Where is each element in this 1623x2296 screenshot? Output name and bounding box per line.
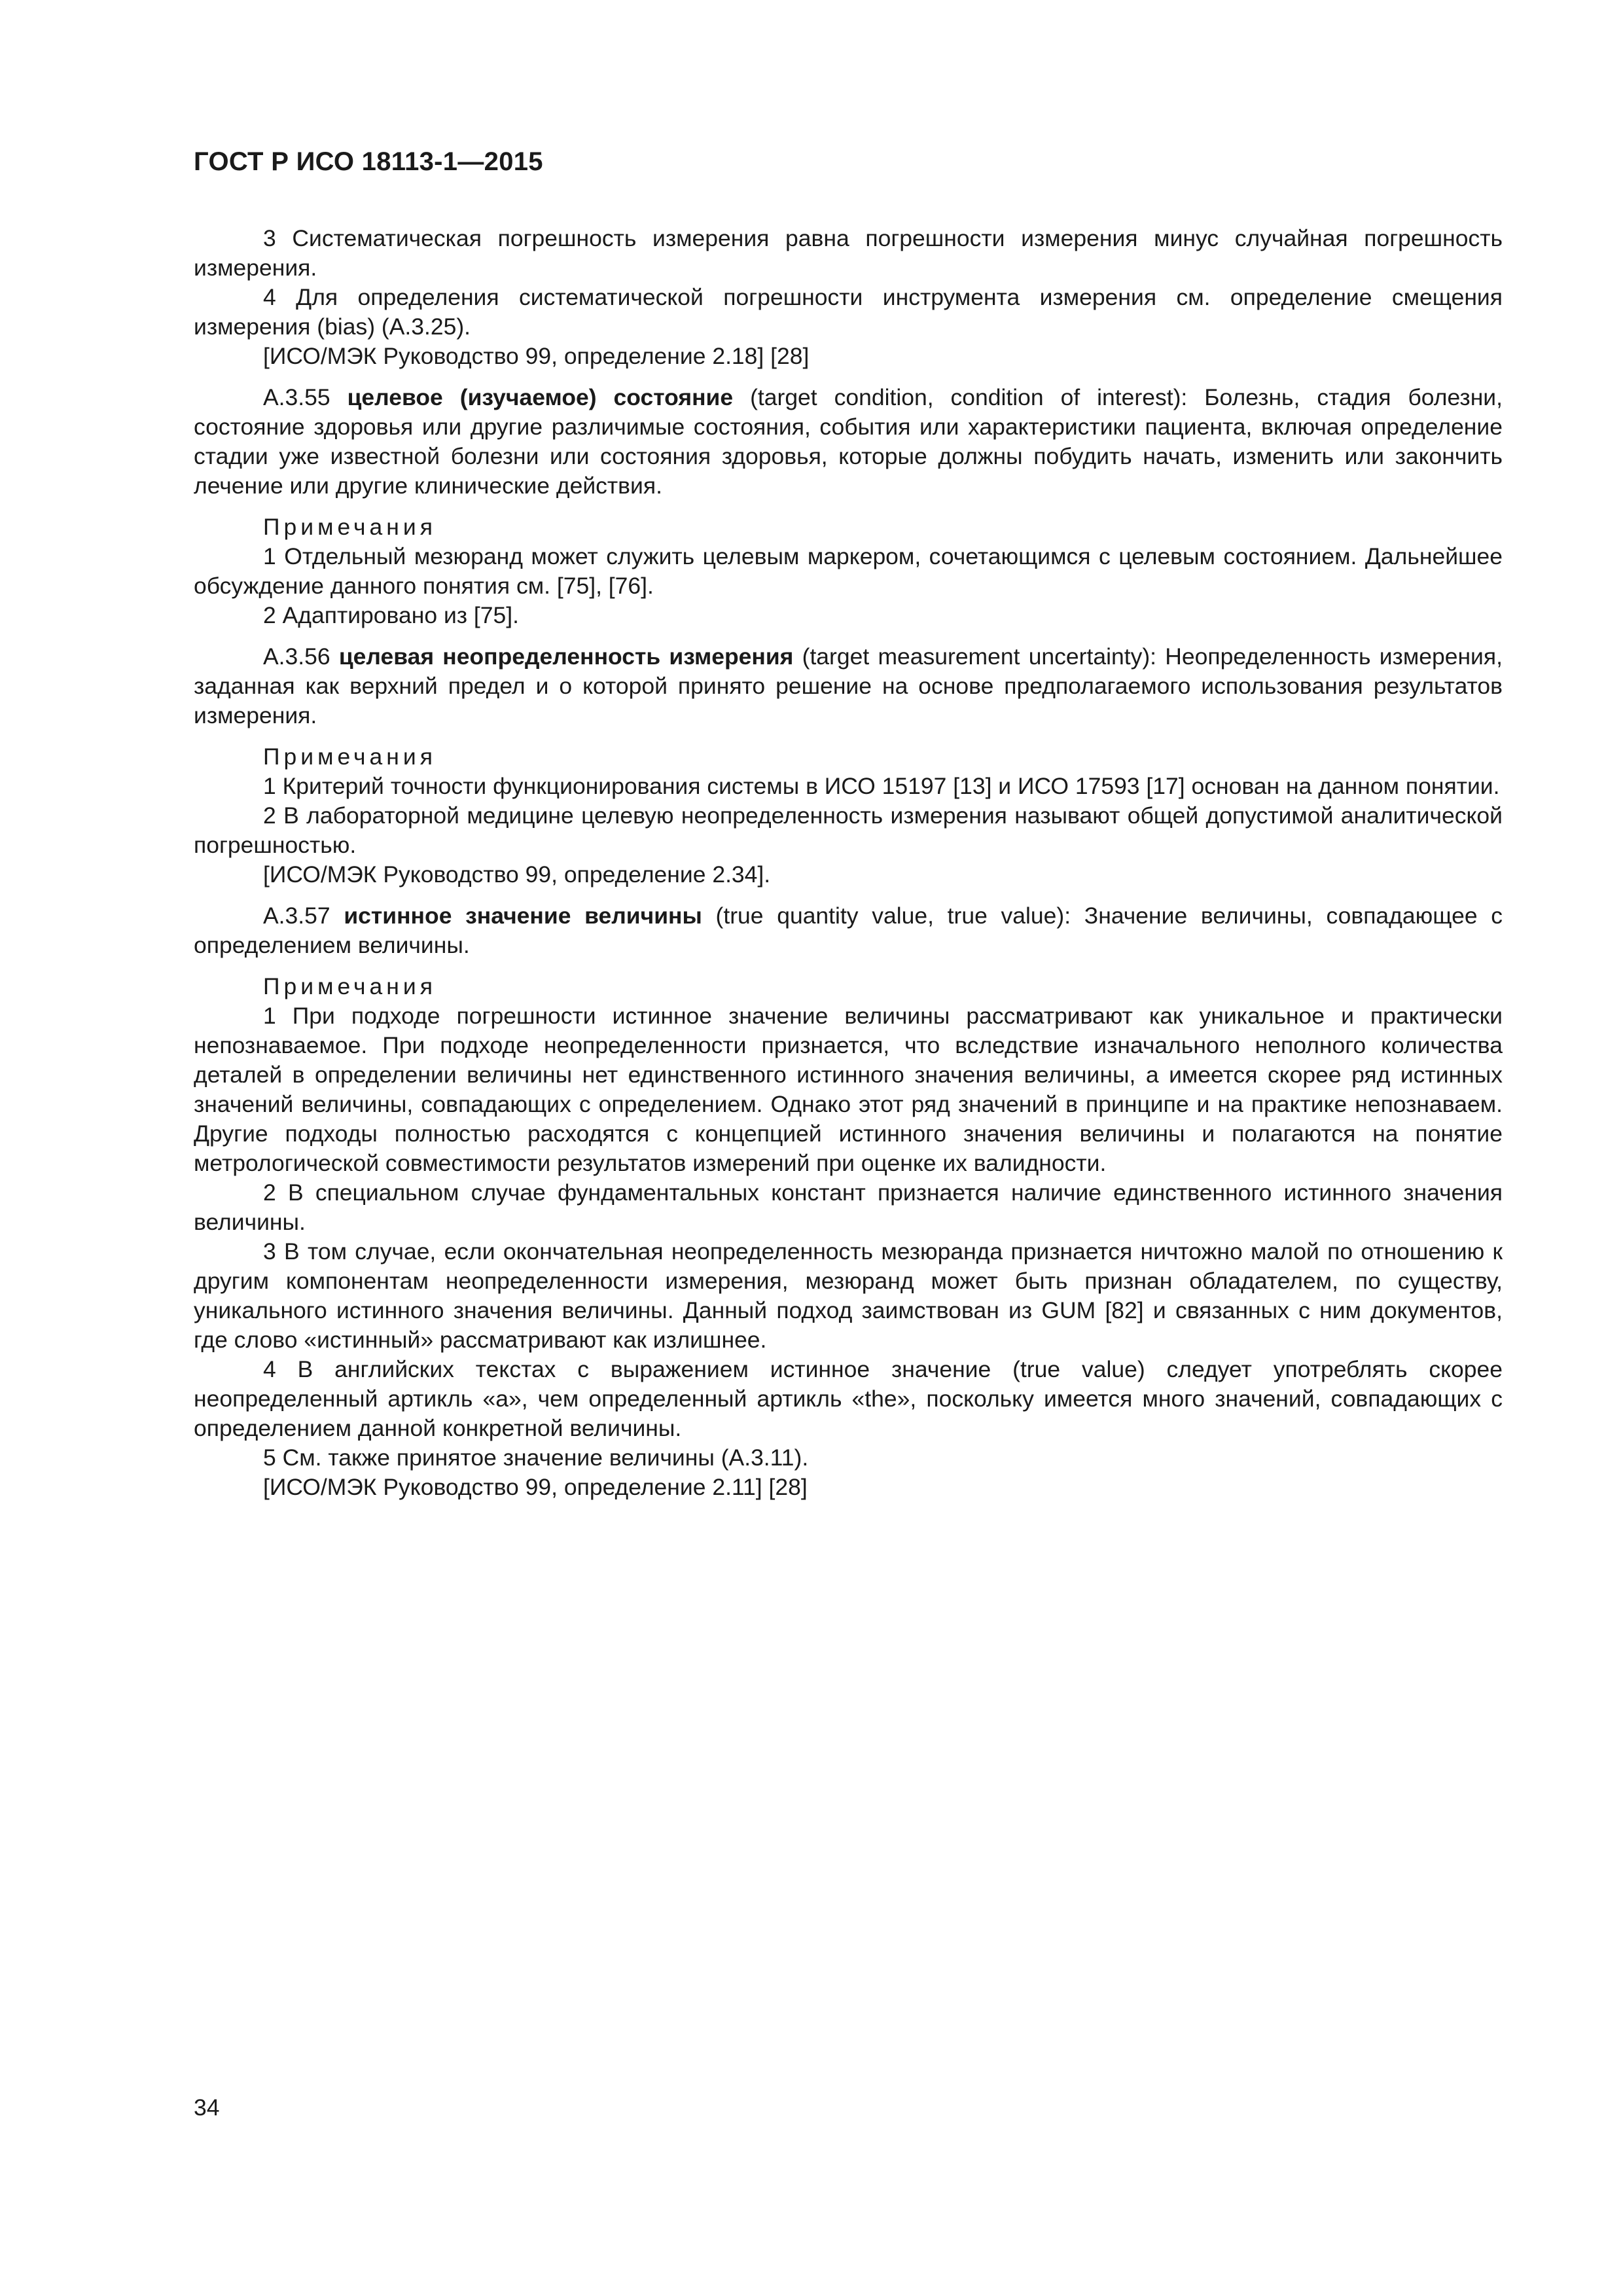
document-body — [194, 224, 1503, 1502]
note-3-systematic-error: 3 Систематическая погрешность измерения равна погрешности измерения минус случайная погрешность измерения. — [194, 225, 1503, 281]
note-5-see-also: 5 См. также принятое значение величины (А.3.11). — [263, 1444, 809, 1471]
source-reference: [ИСО/МЭК Руководство 99, определение 2.34]. — [263, 861, 771, 888]
notes-heading: Примечания — [263, 514, 437, 540]
note-3-negligible-uncertainty: 3 В том случае, если окончательная неопределенность мезюранда признается ничтожно малой по отношению к другим компонентам неопределенности измерения, мезюранд может быть признан обладателем, по существу, уникального истинного значения величины. Данный подход заимствован из GUM [82] и связанных с ним документов, где слово «истинный» рассматривают как излишнее. — [194, 1238, 1503, 1353]
definition-a3-57 — [194, 901, 1503, 960]
definition-a3-56 — [194, 642, 1503, 730]
definition-term: истинное значение величины — [344, 903, 702, 929]
page-header: ГОСТ Р ИСО 18113-1—2015 — [194, 147, 543, 176]
note-1-error-approach: 1 При подходе погрешности истинное значение величины рассматривают как уникальное и практически непознаваемое. При подходе неопределенности признается, что вследствие изначального неполного количества деталей в определении величины нет единственного истинного значения величины, а имеется скорее ряд истинных значений величины, совпадающих с определением. Однако этот ряд значений в принципе и на практике непознаваем. Другие подходы полностью расходятся с концепцией истинного значения величины и полагаются на понятие метрологической совместимости результатов измерений при оценке их валидности. — [194, 1003, 1503, 1176]
notes-heading: Примечания — [263, 973, 437, 999]
definition-text: (target condition, condition of interest): Болезнь, стадия болезни, состояние здоровья или другие различимые состояния, события или характеристики пациента, включая определение стадии уже известной болезни или состояния здоровья, которые должны побудить начать, изменить или закончить лечение или другие клинические действия. — [194, 384, 1503, 499]
page-number: 34 — [194, 2094, 220, 2121]
definition-text: (target measurement uncertainty): Неопределенность измерения, заданная как верхний предел и о которой принято решение на основе предполагаемого использования результатов измерения. — [194, 643, 1503, 728]
note-1-accuracy-criterion: 1 Критерий точности функционирования системы в ИСО 15197 [13] и ИСО 17593 [17] основан на данном понятии. — [263, 773, 1500, 799]
note-4-english-article: 4 В английских текстах с выражением истинное значение (true value) следует употреблять скорее неопределенный артикль «а», чем определенный артикль «the», поскольку имеется много значений, совпадающих с определением данной конкретной величины. — [194, 1356, 1503, 1441]
source-reference: [ИСО/МЭК Руководство 99, определение 2.11] [28] — [263, 1474, 808, 1500]
definition-term: целевое (изучаемое) состояние — [347, 384, 734, 410]
source-reference: [ИСО/МЭК Руководство 99, определение 2.18] [28] — [263, 343, 810, 369]
note-4-bias: 4 Для определения систематической погрешности инструмента измерения см. определение смещения измерения (bias) (А.3.25). — [194, 284, 1503, 340]
note-1-measurand: 1 Отдельный мезюранд может служить целевым маркером, сочетающимся с целевым состоянием. Дальнейшее обсуждение данного понятия см. [75], [76]. — [194, 543, 1503, 599]
definition-a3-55 — [194, 383, 1503, 501]
note-2-fundamental-constants: 2 В специальном случае фундаментальных констант признается наличие единственного истинного значения величины. — [194, 1179, 1503, 1235]
definition-text: (true quantity value, true value): Значение величины, совпадающее с определением величины. — [194, 903, 1503, 958]
note-2-adapted: 2 Адаптировано из [75]. — [263, 602, 520, 628]
definition-number: А.3.57 — [263, 903, 330, 929]
note-2-laboratory-medicine: 2 В лабораторной медицине целевую неопределенность измерения называют общей допустимой аналитической погрешностью. — [194, 802, 1503, 858]
notes-heading: Примечания — [263, 744, 437, 770]
definition-number: А.3.55 — [263, 384, 330, 410]
definition-number: А.3.56 — [263, 643, 330, 670]
definition-term: целевая неопределенность измерения — [338, 643, 794, 670]
